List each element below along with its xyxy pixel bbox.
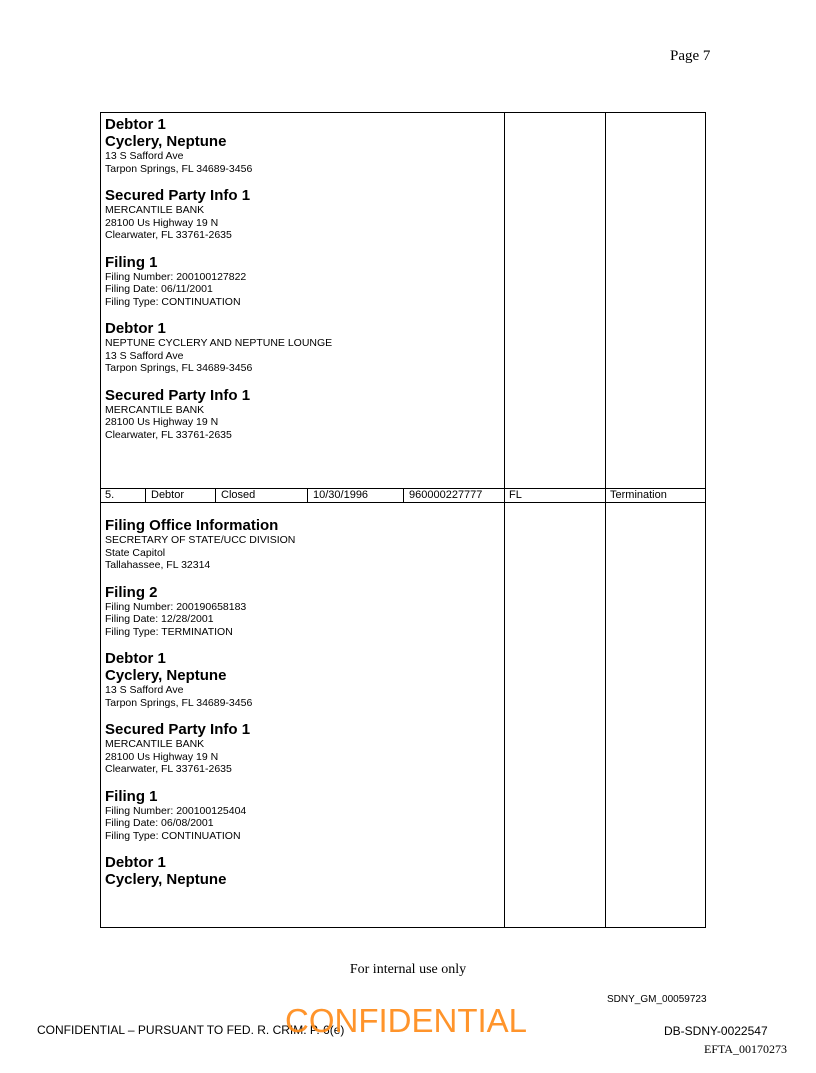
block-line: Clearwater, FL 33761-2635 — [105, 229, 232, 241]
block-line: Filing Number: 200190658183 — [105, 600, 247, 613]
block-title: Filing 1 — [105, 253, 158, 271]
block-line: Clearwater, FL 33761-2635 — [105, 763, 232, 775]
block-line: NEPTUNE CYCLERY AND NEPTUNE LOUNGE — [105, 337, 333, 349]
record-block — [105, 320, 505, 375]
footer-note: For internal use only — [349, 962, 467, 977]
record-block — [105, 517, 505, 572]
block-line: Filing Date: 06/08/2001 — [105, 817, 214, 829]
block-line: Tarpon Springs, FL 34689-3456 — [105, 362, 253, 374]
row-party-type: Debtor — [151, 489, 185, 501]
bates-number-2: DB-SDNY-0022547 — [664, 1024, 768, 1038]
block-line: Clearwater, FL 33761-2635 — [105, 428, 232, 441]
block-line: Filing Number: 200100127822 — [105, 270, 247, 283]
record-block — [105, 116, 505, 175]
block-title: Filing Office Information — [105, 517, 279, 534]
block-title: Debtor 1 — [105, 854, 166, 871]
confidential-stamp: CONFIDENTIAL — [285, 1002, 528, 1039]
row-date: 10/30/1996 — [313, 489, 369, 501]
confidential-notice: CONFIDENTIAL – PURSUANT TO FED. R. CRIM. P. 6(e) — [37, 1023, 345, 1037]
block-line: Filing Type: TERMINATION — [105, 625, 233, 638]
block-title: Debtor 1 — [105, 116, 166, 133]
block-subtitle: Cyclery, Neptune — [105, 667, 227, 684]
block-line: MERCANTILE BANK — [105, 738, 205, 750]
block-line: MERCANTILE BANK — [105, 403, 205, 416]
column-divider — [605, 113, 606, 927]
block-title: Secured Party Info 1 — [105, 187, 251, 204]
block-title: Debtor 1 — [105, 320, 166, 337]
row-divider — [101, 502, 705, 503]
record-block — [105, 854, 505, 888]
bates-number: SDNY_GM_00059723 — [607, 994, 707, 1005]
row-state: FL — [509, 489, 522, 501]
block-line: Filing Type: CONTINUATION — [105, 829, 241, 842]
record-block — [105, 187, 505, 242]
block-title: Secured Party Info 1 — [105, 721, 251, 738]
block-line: Tarpon Springs, FL 34689-3456 — [105, 162, 253, 175]
block-line: Filing Number: 200100125404 — [105, 804, 247, 817]
row-status: Closed — [221, 489, 256, 501]
block-line: 13 S Safford Ave — [105, 349, 184, 362]
block-line: Filing Type: CONTINUATION — [105, 295, 241, 308]
efta-number: EFTA_00170273 — [704, 1042, 788, 1056]
block-line: 28100 Us Highway 19 N — [105, 750, 219, 763]
block-title: Secured Party Info 1 — [105, 386, 251, 404]
row-filing-number: 960000227777 — [409, 489, 483, 501]
block-line: 13 S Safford Ave — [105, 150, 184, 162]
block-title: Filing 1 — [105, 787, 158, 805]
row-index: 5. — [105, 489, 115, 501]
row-filing-type: Termination — [610, 489, 667, 501]
record-details-bottom — [105, 517, 505, 888]
block-line: MERCANTILE BANK — [105, 204, 205, 216]
block-line: Filing Date: 12/28/2001 — [105, 613, 214, 625]
record-table — [100, 112, 706, 928]
record-block — [105, 650, 505, 709]
record-block — [105, 254, 505, 309]
block-line: State Capitol — [105, 546, 166, 559]
block-subtitle: Cyclery, Neptune — [105, 871, 227, 888]
block-title: Filing 2 — [105, 583, 158, 601]
block-line: Tarpon Springs, FL 34689-3456 — [105, 696, 253, 709]
block-line: Tallahassee, FL 32314 — [105, 559, 211, 571]
block-line: 28100 Us Highway 19 N — [105, 216, 219, 229]
block-line: 13 S Safford Ave — [105, 684, 184, 696]
record-block — [105, 387, 505, 442]
record-block — [105, 788, 505, 843]
block-line: SECRETARY OF STATE/UCC DIVISION — [105, 534, 296, 546]
block-subtitle: Cyclery, Neptune — [105, 133, 227, 150]
table-row — [101, 488, 705, 502]
record-block — [105, 584, 505, 639]
block-line: Filing Date: 06/11/2001 — [105, 283, 213, 295]
block-line: 28100 Us Highway 19 N — [105, 416, 219, 428]
record-block — [105, 721, 505, 776]
record-details-top — [105, 116, 505, 441]
page-number: Page 7 — [670, 48, 711, 64]
block-title: Debtor 1 — [105, 650, 166, 667]
